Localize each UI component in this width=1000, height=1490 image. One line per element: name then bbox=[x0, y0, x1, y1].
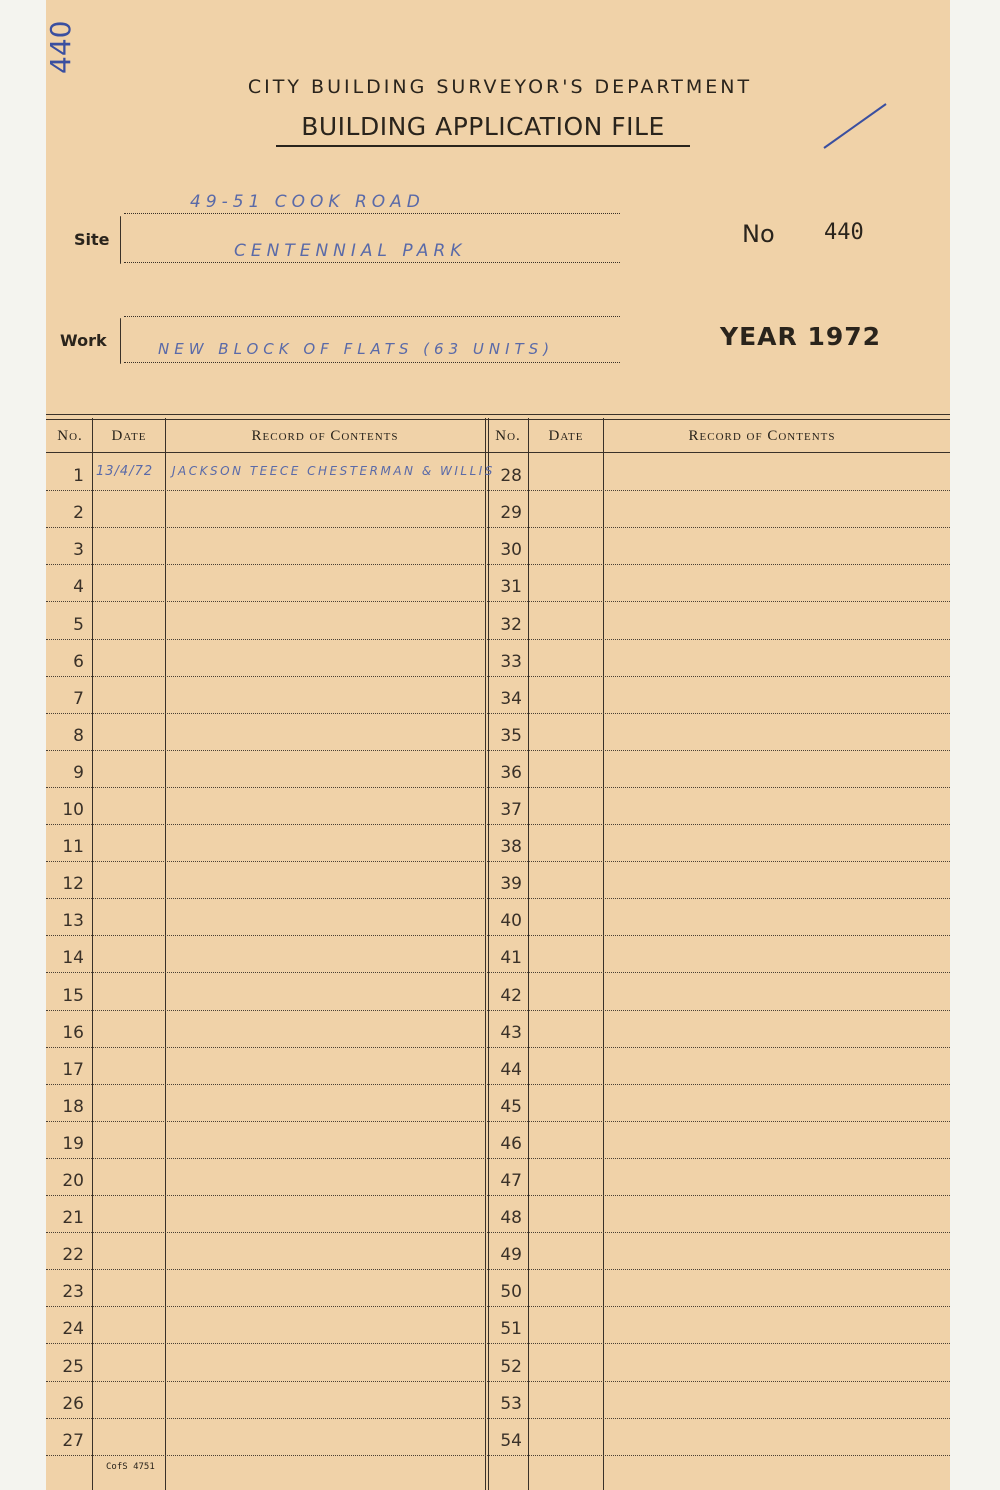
row-rule bbox=[46, 676, 950, 677]
row-number-left: 2 bbox=[73, 503, 84, 524]
row-number-left: 23 bbox=[62, 1282, 84, 1303]
col-divider-date-left bbox=[165, 418, 166, 1490]
row-rule bbox=[46, 1047, 950, 1048]
row-number-left: 20 bbox=[62, 1171, 84, 1191]
work-brace bbox=[120, 318, 121, 364]
row-rule bbox=[46, 713, 950, 714]
row-number-right: 34 bbox=[500, 688, 522, 709]
row-rule bbox=[46, 1232, 950, 1233]
header-record-right: Record of Contents bbox=[688, 428, 836, 444]
row-number-left: 18 bbox=[62, 1096, 84, 1117]
row-rule bbox=[46, 564, 950, 565]
row-number-right: 40 bbox=[500, 911, 522, 932]
header-no-right: No. bbox=[495, 428, 521, 444]
row-number-left: 13 bbox=[62, 911, 84, 932]
row-number-right: 46 bbox=[500, 1133, 522, 1154]
row-number-right: 28 bbox=[500, 466, 522, 487]
row-number-right: 31 bbox=[500, 577, 522, 598]
row-rule bbox=[46, 1455, 950, 1456]
row-number-right: 33 bbox=[500, 651, 522, 672]
col-divider-no-left bbox=[92, 418, 93, 1490]
row-number-right: 49 bbox=[500, 1245, 522, 1266]
row-rule bbox=[46, 527, 950, 528]
row-number-left: 22 bbox=[62, 1245, 84, 1266]
file-number-label: No bbox=[742, 220, 775, 248]
row-rule bbox=[46, 1010, 950, 1011]
row-number-right: 43 bbox=[500, 1022, 522, 1043]
row-number-right: 42 bbox=[500, 985, 522, 1006]
row-number-left: 8 bbox=[73, 725, 84, 746]
row-number-right: 52 bbox=[500, 1356, 522, 1377]
row-number-left: 12 bbox=[62, 874, 84, 895]
row-number-right: 51 bbox=[500, 1319, 522, 1340]
pen-tick-mark bbox=[820, 100, 890, 152]
year-label: YEAR 1972 bbox=[720, 322, 882, 351]
row-number-right: 38 bbox=[500, 837, 522, 858]
row-number-left: 3 bbox=[73, 540, 84, 561]
row-number-right: 32 bbox=[500, 614, 522, 635]
row-number-right: 37 bbox=[500, 800, 522, 820]
table-header-rule bbox=[46, 452, 950, 453]
header-date-right: Date bbox=[548, 428, 584, 444]
row-rule bbox=[46, 1381, 950, 1382]
site-line-1 bbox=[124, 213, 620, 214]
row-number-right: 29 bbox=[500, 503, 522, 524]
row-number-left: 21 bbox=[62, 1208, 84, 1229]
corner-handwritten-number: 440 bbox=[44, 20, 77, 74]
row-number-left: 25 bbox=[62, 1356, 84, 1377]
work-line-2 bbox=[124, 362, 620, 363]
row-number-left: 4 bbox=[73, 577, 84, 598]
table-top-rule-inner bbox=[46, 419, 950, 420]
row-number-left: 14 bbox=[62, 948, 84, 969]
header-date-left: Date bbox=[111, 428, 147, 444]
left-binding-strip bbox=[0, 0, 46, 1490]
row-number-left: 9 bbox=[73, 762, 84, 783]
row-rule bbox=[46, 490, 950, 491]
file-number-value: 440 bbox=[824, 220, 864, 245]
row-rule bbox=[46, 1306, 950, 1307]
col-divider-no-right bbox=[528, 418, 529, 1490]
site-brace bbox=[120, 216, 121, 264]
row-rule bbox=[46, 935, 950, 936]
row-record-entry: JACKSON TEECE CHESTERMAN & WILLIS bbox=[172, 464, 495, 479]
row-rule bbox=[46, 1343, 950, 1344]
row-rule bbox=[46, 639, 950, 640]
site-line-2 bbox=[124, 262, 620, 263]
work-line-1 bbox=[124, 316, 620, 317]
row-number-right: 39 bbox=[500, 874, 522, 895]
row-number-left: 24 bbox=[62, 1319, 84, 1340]
header-record-left: Record of Contents bbox=[251, 428, 399, 444]
row-number-left: 1 bbox=[73, 466, 84, 487]
row-number-left: 10 bbox=[62, 800, 84, 820]
row-number-right: 36 bbox=[500, 762, 522, 783]
row-number-right: 44 bbox=[500, 1059, 522, 1080]
site-address-line1: 49-51 COOK ROAD bbox=[190, 192, 425, 212]
row-number-right: 35 bbox=[500, 725, 522, 746]
row-rule bbox=[46, 1269, 950, 1270]
row-number-left: 5 bbox=[73, 614, 84, 635]
right-binding-strip bbox=[950, 0, 1000, 1490]
row-rule bbox=[46, 824, 950, 825]
row-number-right: 45 bbox=[500, 1096, 522, 1117]
row-rule bbox=[46, 861, 950, 862]
row-number-left: 11 bbox=[62, 837, 84, 858]
site-label: Site bbox=[74, 230, 110, 249]
row-number-right: 50 bbox=[500, 1282, 522, 1303]
form-code: CofS 4751 bbox=[106, 1462, 155, 1472]
row-rule bbox=[46, 750, 950, 751]
row-rule bbox=[46, 898, 950, 899]
row-number-left: 27 bbox=[62, 1430, 84, 1451]
row-rule bbox=[46, 601, 950, 602]
row-number-left: 19 bbox=[62, 1133, 84, 1154]
site-address-line2: CENTENNIAL PARK bbox=[234, 241, 467, 261]
work-description: NEW BLOCK OF FLATS (63 UNITS) bbox=[158, 340, 555, 358]
row-number-right: 48 bbox=[500, 1208, 522, 1229]
row-rule bbox=[46, 972, 950, 973]
file-title: BUILDING APPLICATION FILE bbox=[276, 112, 690, 147]
row-rule bbox=[46, 787, 950, 788]
row-number-left: 16 bbox=[62, 1022, 84, 1043]
row-number-left: 6 bbox=[73, 651, 84, 672]
row-rule bbox=[46, 1121, 950, 1122]
row-number-right: 53 bbox=[500, 1393, 522, 1414]
row-number-right: 47 bbox=[500, 1171, 522, 1191]
row-number-left: 26 bbox=[62, 1393, 84, 1414]
row-rule bbox=[46, 1195, 950, 1196]
row-rule bbox=[46, 1418, 950, 1419]
row-rule bbox=[46, 1084, 950, 1085]
department-heading: CITY BUILDING SURVEYOR'S DEPARTMENT bbox=[247, 76, 753, 98]
row-number-right: 54 bbox=[500, 1430, 522, 1451]
row-date-entry: 13/4/72 bbox=[96, 464, 154, 480]
header-no-left: No. bbox=[57, 428, 83, 444]
row-number-left: 15 bbox=[62, 985, 84, 1006]
row-number-right: 41 bbox=[500, 948, 522, 969]
row-rule bbox=[46, 1158, 950, 1159]
row-number-left: 17 bbox=[62, 1059, 84, 1080]
row-number-right: 30 bbox=[500, 540, 522, 561]
table-top-rule bbox=[46, 414, 950, 415]
col-divider-date-right bbox=[603, 418, 604, 1490]
row-number-left: 7 bbox=[73, 688, 84, 709]
work-label: Work bbox=[60, 331, 107, 350]
